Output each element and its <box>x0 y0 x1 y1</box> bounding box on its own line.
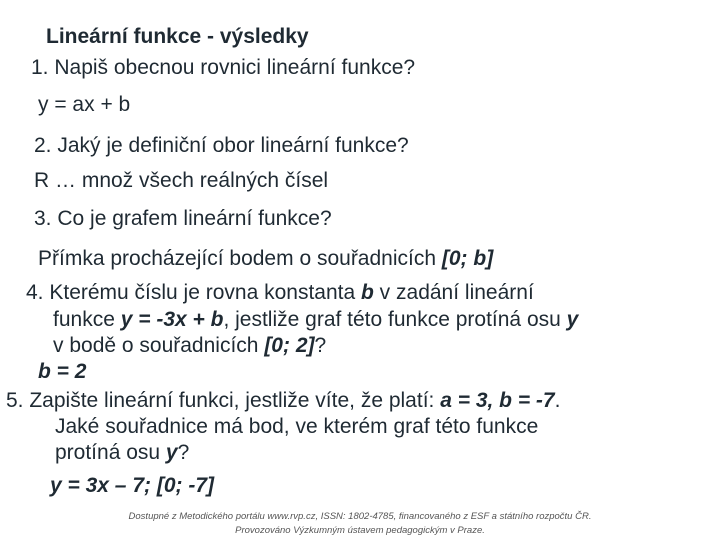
question-1: 1. Napiš obecnou rovnici lineární funkce? <box>31 56 416 79</box>
q4-text-a: 4. Kterému číslu je rovna konstanta <box>26 281 362 304</box>
q4-equation: y = -3x + b <box>120 308 224 331</box>
answer-3-text: Přímka procházející bodem o souřadnicích <box>38 247 442 270</box>
question-2: 2. Jaký je definiční obor lineární funkce? <box>34 134 409 157</box>
q4-text-d: funkce <box>53 308 121 331</box>
answer-5: y = 3x – 7; [0; -7] <box>50 474 214 497</box>
answer-2: R … množ všech reálných čísel <box>34 169 329 192</box>
q4-text-g: ? <box>314 334 327 357</box>
q5-text-a: 5. Zapište lineární funkci, jestliže víte, že platí: <box>6 389 441 412</box>
q4-constant-b: b <box>361 281 374 304</box>
q5-text-d: protíná osu <box>55 441 166 464</box>
page-title: Lineární funkce - výsledky <box>46 25 309 48</box>
question-5-line-2: Jaké souřadnice má bod, ve kterém graf této funkce <box>55 415 539 438</box>
question-4-line-2 <box>53 308 578 332</box>
q4-axis-y: y <box>566 308 579 331</box>
q4-point: [0; 2] <box>264 334 315 357</box>
q5-axis-y: y <box>165 441 178 464</box>
footer-line-1: Dostupné z Metodického portálu www.rvp.cz, ISSN: 1802-4785, financovaného z ESF a státního rozpočtu ČR. <box>128 511 592 522</box>
q5-values: a = 3, b = -7 <box>440 389 555 412</box>
q4-text-f: v bodě o souřadnicích <box>53 334 265 357</box>
question-4-line-1 <box>26 281 534 305</box>
question-4-line-3 <box>53 334 326 358</box>
q4-text-c: v zadání lineární <box>373 281 534 304</box>
answer-3-point: [0; b] <box>441 247 494 270</box>
q5-text-c: . <box>554 389 561 412</box>
answer-4: b = 2 <box>38 360 87 383</box>
q5-text-e: ? <box>177 441 190 464</box>
q4-text-e: , jestliže graf této funkce protíná osu <box>223 308 567 331</box>
answer-3 <box>38 247 493 271</box>
question-5-line-1 <box>6 389 560 413</box>
answer-1: y = ax + b <box>38 93 131 116</box>
question-5-line-3 <box>55 441 189 465</box>
footer-line-2: Provozováno Výzkumným ústavem pedagogickým v Praze. <box>235 525 485 536</box>
question-3: 3. Co je grafem lineární funkce? <box>34 207 332 230</box>
